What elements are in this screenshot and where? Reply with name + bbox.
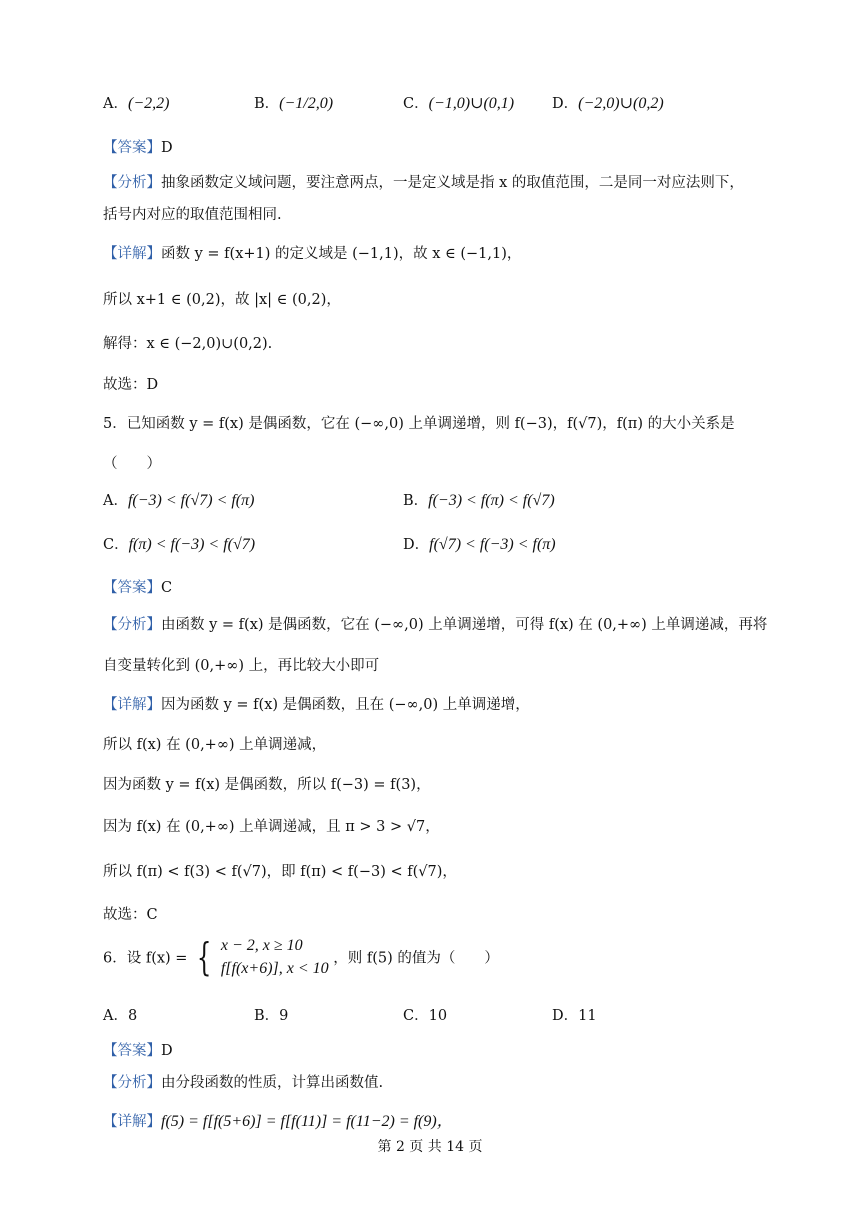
q4-analysis-2: 括号内对应的取值范围相同.	[103, 207, 282, 223]
q5-conclusion: 故选：C	[103, 907, 158, 923]
q5-detail-3: 因为函数 y = f(x) 是偶函数，所以 f(−3) = f(3)，	[103, 777, 431, 793]
q4-answer: 【答案】D	[103, 140, 173, 156]
q4-option-c: C．(−1,0)∪(0,1)	[403, 95, 515, 112]
q5-option-c: C．f(π) < f(−3) < f(√7)	[103, 536, 256, 553]
q6-option-c: C．10	[403, 1008, 448, 1024]
q6-option-b: B．9	[254, 1008, 289, 1024]
q4-analysis-1: 【分析】抽象函数定义域问题，要注意两点，一是定义域是指 x 的取值范围，二是同一对应法则下，	[103, 175, 744, 191]
q5-detail-2: 所以 f(x) 在 (0,+∞) 上单调递减，	[103, 737, 327, 753]
q6-stem: 6．设 f(x) = { x − 2, x ≥ 10 f[f(x+6)], x < 10 ，则 f(5) 的值为（ ）	[103, 935, 499, 979]
q4-detail-3: 解得：x ∈ (−2,0)∪(0,2).	[103, 336, 273, 352]
q5-option-a: A．f(−3) < f(√7) < f(π)	[103, 492, 255, 509]
q6-analysis: 【分析】由分段函数的性质，计算出函数值.	[103, 1075, 384, 1091]
q5-detail-1: 【详解】因为函数 y = f(x) 是偶函数，且在 (−∞,0) 上单调递增，	[103, 697, 530, 713]
q6-detail-1: 【详解】f(5) = f[f(5+6)] = f[f(11)] = f(11−2) = f(9)，	[103, 1113, 453, 1130]
q4-detail-1: 【详解】函数 y = f(x+1) 的定义域是 (−1,1)，故 x ∈ (−1,1)，	[103, 246, 522, 262]
q4-option-b: B．(−1/2,0)	[254, 95, 334, 112]
q5-answer: 【答案】C	[103, 580, 173, 596]
q4-conclusion: 故选：D	[103, 377, 159, 393]
q6-option-d: D．11	[552, 1008, 597, 1024]
q5-option-b: B．f(−3) < f(π) < f(√7)	[403, 492, 555, 509]
q5-analysis-1: 【分析】由函数 y = f(x) 是偶函数，它在 (−∞,0) 上单调递增，可得 f(x) 在 (0,+∞) 上单调递减，再将	[103, 617, 768, 633]
q4-option-d: D．(−2,0)∪(0,2)	[552, 95, 664, 112]
q5-stem-2: （ ）	[103, 456, 161, 472]
q5-stem-1: 5．已知函数 y = f(x) 是偶函数，它在 (−∞,0) 上单调递增，则 f(−3)，f(√7)，f(π) 的大小关系是	[103, 416, 735, 432]
q6-answer: 【答案】D	[103, 1043, 173, 1059]
q6-option-a: A．8	[103, 1008, 138, 1024]
q5-detail-5: 所以 f(π) < f(3) < f(√7)，即 f(π) < f(−3) < f(√7)，	[103, 864, 457, 880]
q6-brace: {	[196, 935, 212, 979]
q5-detail-4: 因为 f(x) 在 (0,+∞) 上单调递减，且 π > 3 > √7，	[103, 819, 440, 835]
q4-option-a: A．(−2,2)	[103, 95, 170, 112]
q4-detail-2: 所以 x+1 ∈ (0,2)，故 |x| ∈ (0,2)，	[103, 292, 341, 308]
q5-option-d: D．f(√7) < f(−3) < f(π)	[403, 536, 556, 553]
page-footer: 第 2 页 共 14 页	[377, 1139, 483, 1155]
q6-cases: x − 2, x ≥ 10 f[f(x+6)], x < 10	[220, 937, 329, 977]
q5-analysis-2: 自变量转化到 (0,+∞) 上，再比较大小即可	[103, 658, 380, 674]
